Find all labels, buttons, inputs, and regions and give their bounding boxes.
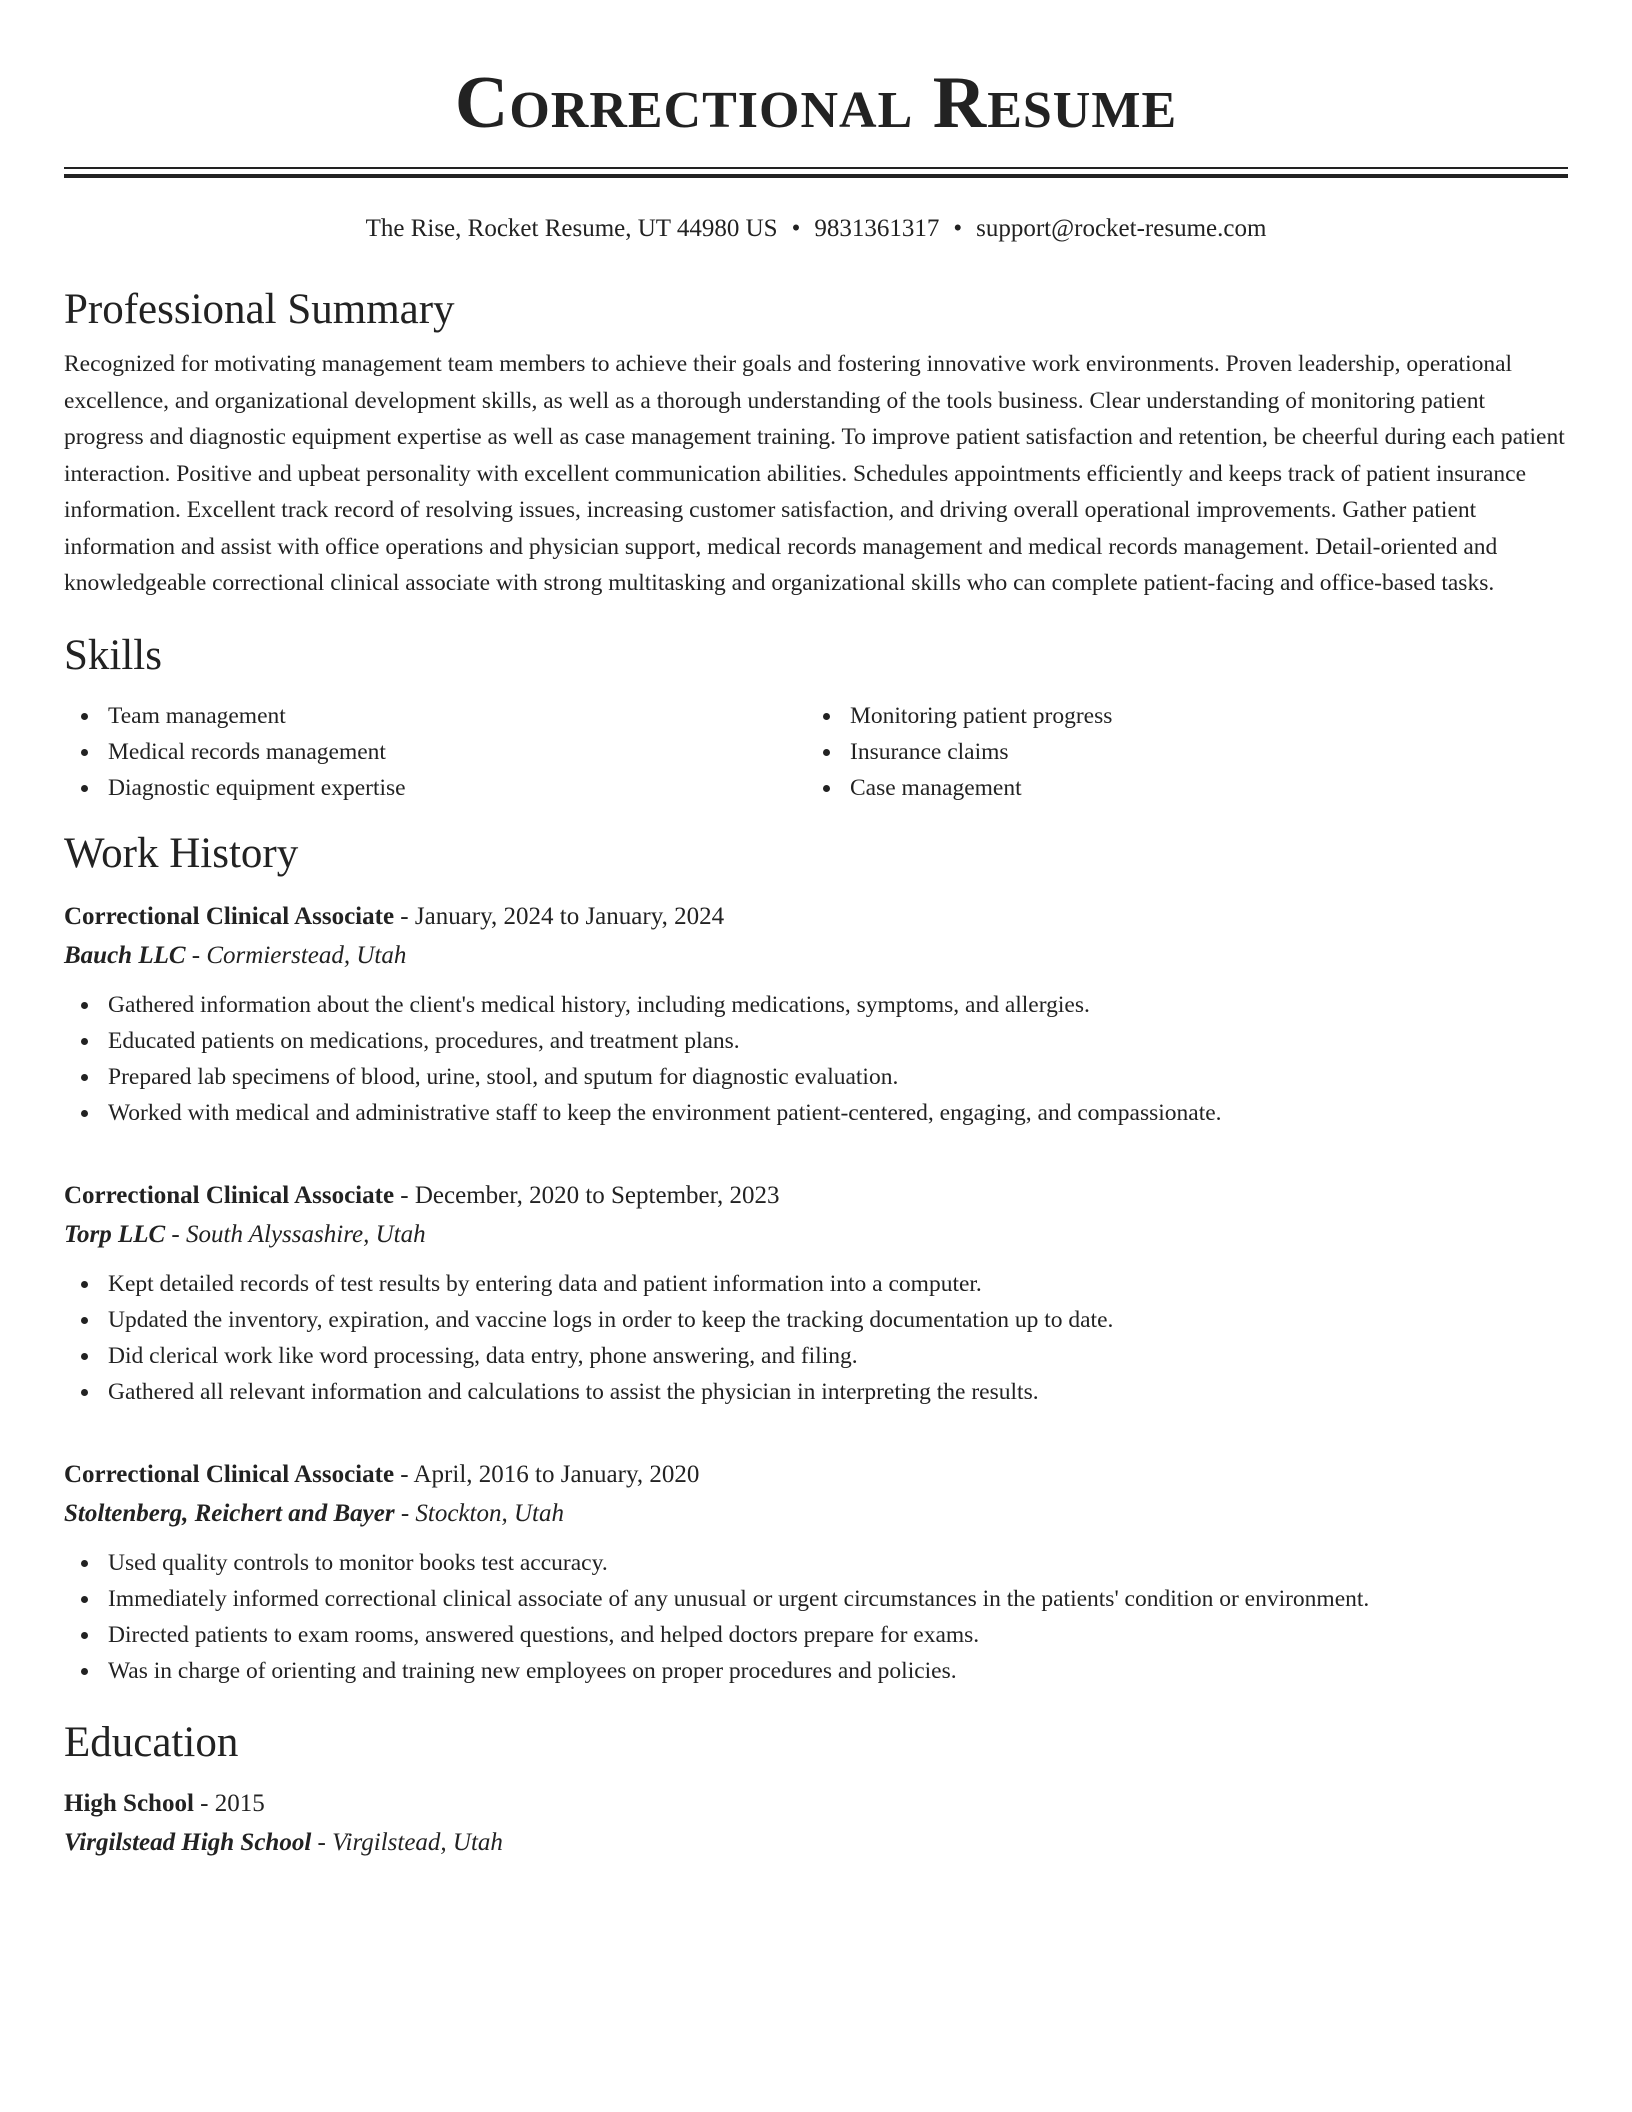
- job-entry: [64, 1456, 1568, 1689]
- job-dates: January, 2024 to January, 2024: [414, 902, 725, 930]
- job-bullet: Worked with medical and administrative staff to keep the environment patient-centered, engaging, and compassionate.: [64, 1095, 1568, 1131]
- degree-name: High School: [64, 1789, 194, 1817]
- title-divider-thick: [64, 174, 1568, 178]
- summary-heading: Professional Summary: [64, 286, 455, 333]
- skills-grid: [64, 698, 1568, 806]
- school-line: Virgilstead High School - Virgilstead, Utah: [64, 1828, 503, 1856]
- job-bullets: [64, 1266, 1568, 1410]
- skills-section: [64, 630, 1568, 806]
- skill-item: Monitoring patient progress: [806, 698, 1548, 734]
- company-line: Bauch LLC - Cormierstead, Utah: [64, 941, 407, 969]
- education-heading: Education: [64, 1718, 239, 1766]
- job-bullet: Updated the inventory, expiration, and vaccine logs in order to keep the tracking documentation up to date.: [64, 1302, 1568, 1338]
- job-title: Correctional Clinical Associate: [64, 902, 395, 930]
- resume-title: Correctional Resume: [454, 62, 1178, 144]
- skill-item: Medical records management: [64, 734, 806, 770]
- job-bullet: Gathered information about the client's medical history, including medications, symptoms, and allergies.: [64, 987, 1568, 1023]
- skill-item: Team management: [64, 698, 806, 734]
- skill-item: Diagnostic equipment expertise: [64, 770, 806, 806]
- contact-separator: •: [791, 215, 801, 242]
- company-location: Cormierstead, Utah: [206, 941, 407, 969]
- contact-address: The Rise, Rocket Resume, UT 44980 US: [365, 215, 778, 242]
- job-dates: December, 2020 to September, 2023: [414, 1181, 780, 1209]
- company-location: South Alyssashire, Utah: [186, 1220, 426, 1248]
- job-title-line: Correctional Clinical Associate - December, 2020 to September, 2023: [64, 1181, 780, 1209]
- contact-phone: 9831361317: [814, 215, 940, 242]
- skill-item: Case management: [806, 770, 1548, 806]
- job-bullet: Educated patients on medications, procedures, and treatment plans.: [64, 1023, 1568, 1059]
- title-divider-thin: [64, 167, 1568, 169]
- contact-email: support@rocket-resume.com: [976, 215, 1267, 242]
- skill-item: Insurance claims: [806, 734, 1548, 770]
- company-line: Torp LLC - South Alyssashire, Utah: [64, 1220, 426, 1248]
- summary-text: Recognized for motivating management team members to achieve their goals and fostering innovative work environments. Proven leadership, operational excellence, and organizational development skills, as well as a thorough understanding of the tools business. Clear understanding of monitoring patient progress and diagnostic equipment expertise as well as case management training. To improve patient satisfaction and retention, be cheerful during each patient interaction. Positive and upbeat personality with excellent communication abilities. Schedules appointments efficiently and keeps track of patient insurance information. Excellent track record of resolving issues, increasing customer satisfaction, and driving overall operational improvements. Gather patient information and assist with office operations and physician support, medical records management and medical records management. Detail-oriented and knowledgeable correctional clinical associate with strong multitasking and organizational skills who can complete patient-facing and office-based tasks.: [64, 351, 1565, 596]
- job-title-line: Correctional Clinical Associate - April, 2016 to January, 2020: [64, 1460, 700, 1488]
- job-bullet: Immediately informed correctional clinical associate of any unusual or urgent circumstances in the patients' condition or environment.: [64, 1581, 1568, 1617]
- company-name: Bauch LLC: [64, 941, 186, 969]
- job-bullets: [64, 1545, 1568, 1689]
- company-location: Stockton, Utah: [415, 1499, 564, 1527]
- company-name: Stoltenberg, Reichert and Bayer: [64, 1499, 395, 1527]
- summary-section: [64, 284, 1568, 602]
- skills-heading: Skills: [64, 631, 162, 679]
- job-title-line: Correctional Clinical Associate - January, 2024 to January, 2024: [64, 902, 725, 930]
- education-section: [64, 1717, 1568, 1863]
- skills-list-right: [806, 698, 1548, 806]
- job-bullet: Kept detailed records of test results by entering data and patient information into a computer.: [64, 1266, 1568, 1302]
- job-dates: April, 2016 to January, 2020: [413, 1460, 700, 1488]
- job-bullet: Was in charge of orienting and training new employees on proper procedures and policies.: [64, 1653, 1568, 1689]
- skills-list-left: [64, 698, 806, 806]
- job-entry: [64, 1177, 1568, 1410]
- education-entry: [64, 1785, 1568, 1863]
- job-entry: [64, 898, 1568, 1131]
- work-history-section: [64, 828, 1568, 1689]
- school-location: Virgilstead, Utah: [332, 1828, 503, 1856]
- degree-year: 2015: [214, 1789, 265, 1817]
- job-bullet: Directed patients to exam rooms, answered questions, and helped doctors prepare for exams.: [64, 1617, 1568, 1653]
- job-bullet: Gathered all relevant information and calculations to assist the physician in interpreting the results.: [64, 1374, 1568, 1410]
- work-history-heading: Work History: [64, 829, 299, 877]
- job-title: Correctional Clinical Associate: [64, 1181, 395, 1209]
- resume-page: [64, 0, 1568, 1863]
- job-bullet: Did clerical work like word processing, data entry, phone answering, and filing.: [64, 1338, 1568, 1374]
- contact-line: [64, 214, 1568, 244]
- job-bullet: Used quality controls to monitor books test accuracy.: [64, 1545, 1568, 1581]
- company-line: Stoltenberg, Reichert and Bayer - Stockton, Utah: [64, 1499, 564, 1527]
- job-title: Correctional Clinical Associate: [64, 1460, 395, 1488]
- company-name: Torp LLC: [64, 1220, 166, 1248]
- job-bullets: [64, 987, 1568, 1131]
- contact-separator: •: [953, 215, 963, 242]
- job-bullet: Prepared lab specimens of blood, urine, stool, and sputum for diagnostic evaluation.: [64, 1059, 1568, 1095]
- degree-line: High School - 2015: [64, 1789, 265, 1817]
- school-name: Virgilstead High School: [64, 1828, 312, 1856]
